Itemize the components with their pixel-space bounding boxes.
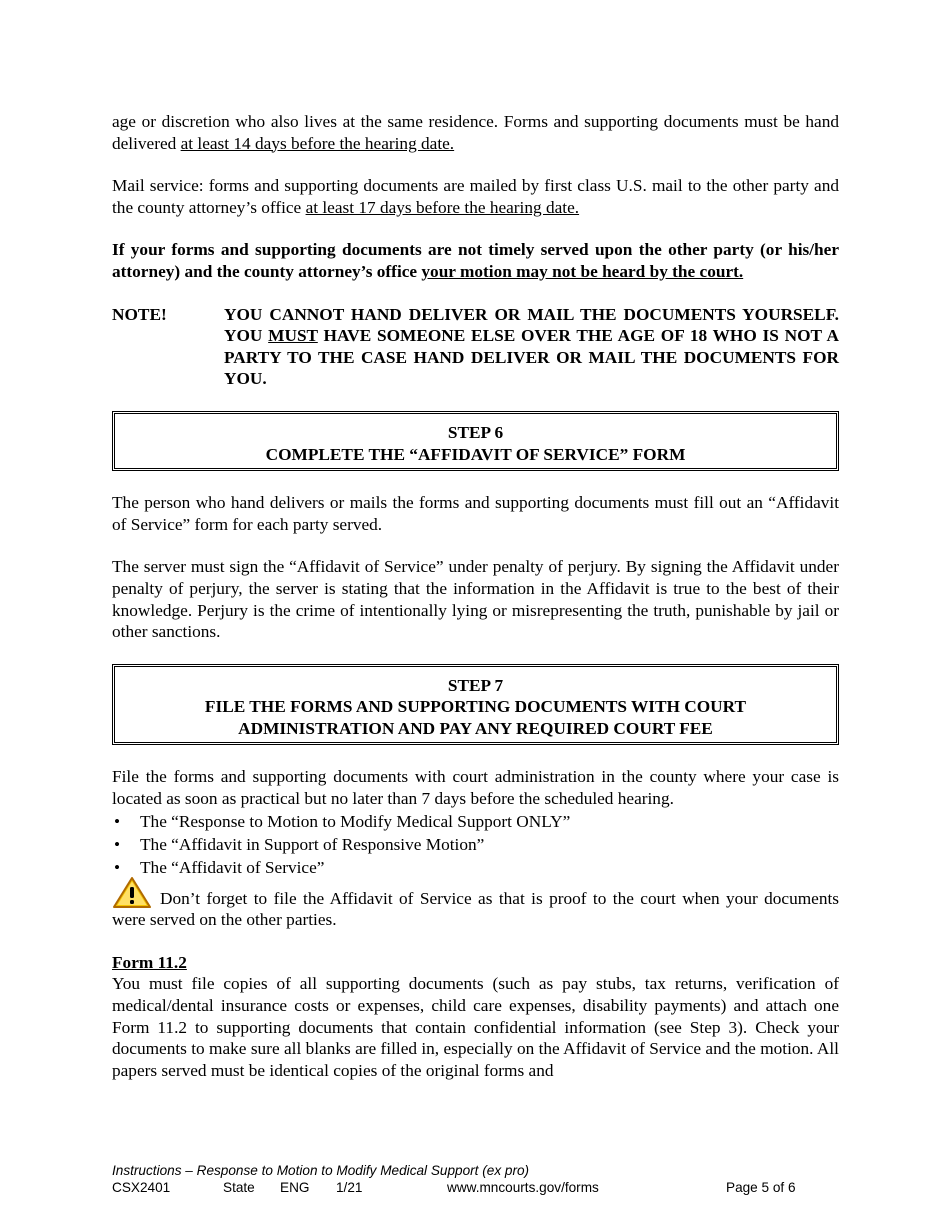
step-6-box — [112, 411, 839, 471]
list-item: • The “Affidavit in Support of Responsive Motion” — [112, 833, 839, 856]
footer-page-number: Page 5 of 6 — [726, 1180, 796, 1195]
note-label: NOTE! — [112, 304, 167, 324]
footer-jurisdiction: State — [223, 1180, 255, 1195]
footer-website: www.mncourts.gov/forms — [447, 1180, 599, 1195]
step-6-paragraph-1: The person who hand delivers or mails the forms and supporting documents must fill out an “Affidavit of Service” form for each party served. — [112, 493, 839, 534]
list-item: • The “Affidavit of Service” — [112, 856, 839, 879]
motion-not-heard-warning: your motion may not be heard by the court. — [421, 261, 744, 281]
footer-meta — [112, 1179, 812, 1196]
step-7-box — [112, 664, 839, 746]
footer-revision: 1/21 — [336, 1180, 363, 1195]
form-11-2-paragraph: You must file copies of all supporting documents (such as pay stubs, tax returns, verification of medical/dental insurance costs or expenses, child care expenses, disability payments) and attach one Form 11.2 to supporting documents that contain confidential information (see Step 3). Check your documents to make sure all blanks are filled in, especially on the Affidavit of Service and the motion. All papers served must be identical copies of the original forms and — [112, 974, 839, 1080]
footer-title: Instructions – Response to Motion to Modify Medical Support (ex pro) — [112, 1163, 530, 1178]
footer-language: ENG — [280, 1180, 310, 1195]
step-6-paragraph-2: The server must sign the “Affidavit of Service” under penalty of perjury. By signing the Affidavit under penalty of perjury, the server is stating that the information in the Affidavit is true to the best of their knowledge. Perjury is the crime of intentionally lying or misrepresenting the truth, punishable by jail or other sanctions. — [112, 557, 839, 642]
document-page — [112, 111, 839, 1081]
note-text: YOU CANNOT HAND DELIVER OR MAIL THE DOCUMENTS YOURSELF. YOU MUST HAVE SOMEONE ELSE OVER THE AGE OF 18 WHO IS NOT A PARTY TO THE CASE HAND DELIVER OR MAIL THE DOCUMENTS FOR YOU. — [224, 304, 839, 389]
footer-form-code: CSX2401 — [112, 1180, 171, 1195]
must-emphasis: MUST — [268, 326, 318, 346]
hand-delivery-deadline: at least 14 days before the hearing date. — [180, 133, 455, 153]
step-7-intro: File the forms and supporting documents with court administration in the county where your case is located as soon as practical but no later than 7 days before the scheduled hearing. — [112, 767, 839, 809]
page-footer — [112, 1162, 812, 1196]
timely-service-warning: If your forms and supporting documents are not timely served upon the other party (or his/her attorney) and the county attorney’s office your motion may not be heard by the court. — [112, 240, 839, 281]
form-11-2-heading: Form 11.2 — [112, 952, 187, 972]
step-6-title: COMPLETE THE “AFFIDAVIT OF SERVICE” FORM — [265, 444, 686, 464]
note-block — [112, 304, 839, 390]
service-paragraph-mail: Mail service: forms and supporting documents are mailed by first class U.S. mail to the other party and the county attorney’s office at least 17 days before the hearing date. — [112, 176, 839, 217]
step-7-title-line-1: FILE THE FORMS AND SUPPORTING DOCUMENTS WITH COURT — [204, 697, 747, 717]
step-6-number: STEP 6 — [447, 422, 504, 442]
list-item: • The “Response to Motion to Modify Medical Support ONLY” — [112, 810, 839, 833]
documents-list — [112, 810, 839, 879]
service-paragraph-hand-delivery: age or discretion who also lives at the same residence. Forms and supporting documents must be hand delivered at least 14 days before the hearing date. — [112, 112, 839, 153]
affidavit-reminder: Don’t forget to file the Affidavit of Service as that is proof to the court when your documents were served on the other parties. — [112, 888, 839, 931]
warning-triangle-icon — [112, 876, 152, 910]
step-7-title-line-2: ADMINISTRATION AND PAY ANY REQUIRED COURT FEE — [238, 718, 713, 738]
step-7-number: STEP 7 — [447, 675, 504, 695]
mail-deadline: at least 17 days before the hearing date. — [305, 197, 580, 217]
